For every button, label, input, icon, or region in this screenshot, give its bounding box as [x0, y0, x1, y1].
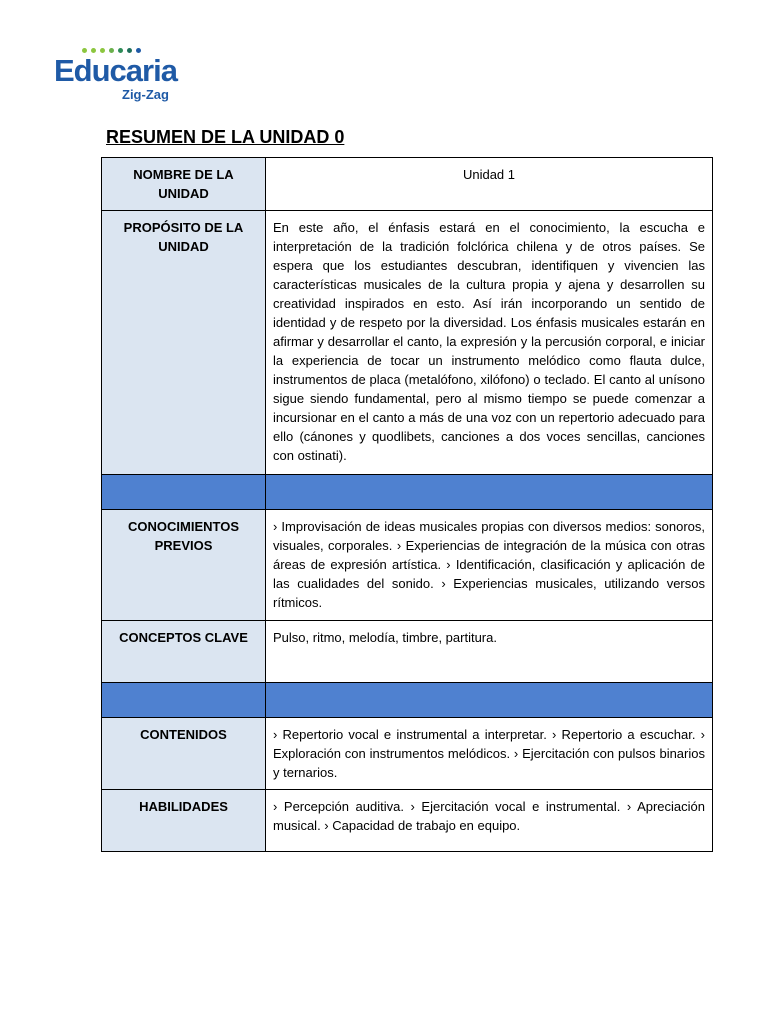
row-separator: [102, 475, 713, 510]
row-label: CONTENIDOS: [102, 718, 266, 790]
row-contenidos: [102, 718, 713, 790]
separator-cell: [102, 683, 266, 718]
row-content: › Improvisación de ideas musicales propias con diversos medios: sonoros, visuales, corporales. › Experiencias de integración de la música con otras áreas de expresión artística. › Identificación, clasificación y aplicación de las cualidades del sonido. › Experiencias musicales, utilizando versos rítmicos.: [266, 510, 713, 621]
row-conceptos: [102, 621, 713, 683]
row-separator: [102, 683, 713, 718]
row-nombre: [102, 158, 713, 211]
separator-cell: [102, 475, 266, 510]
row-label: CONCEPTOS CLAVE: [102, 621, 266, 683]
logo-brand: Educaria: [54, 53, 177, 88]
row-label: NOMBRE DE LA UNIDAD: [102, 158, 266, 211]
separator-cell: [266, 683, 713, 718]
row-habilidades: [102, 790, 713, 852]
separator-cell: [266, 475, 713, 510]
row-content: › Repertorio vocal e instrumental a interpretar. › Repertorio a escuchar. › Exploración con instrumentos melódicos. › Ejercitación con pulsos binarios y ternarios.: [266, 718, 713, 790]
logo-sub: Zig-Zag: [122, 87, 169, 102]
row-label: PROPÓSITO DE LA UNIDAD: [102, 211, 266, 475]
unit-summary-table: [101, 157, 713, 852]
row-label: CONOCIMIENTOS PREVIOS: [102, 510, 266, 621]
row-content: Pulso, ritmo, melodía, timbre, partitura.: [266, 621, 713, 683]
page-title: RESUMEN DE LA UNIDAD 0: [106, 127, 345, 147]
row-content: En este año, el énfasis estará en el conocimiento, la escucha e interpretación de la tradición folclórica chilena y de otros países. Se espera que los estudiantes descubran, identifiquen y vivencien las características musicales de la cultura propia y ajena y desarrollen su creatividad inspirados en esto. Así irán incorporando un sentido de identidad y de respeto por la diversidad. Los énfasis musicales estarán en afirmar y desarrollar el canto, la expresión y la percusión corporal, e iniciar la experiencia de tocar un instrumento melódico como flauta dulce, instrumentos de placa (metalófono, xilófono) o teclado. El canto al unísono sigue siendo fundamental, pero al mismo tiempo se puede comenzar a incursionar en el canto a más de una voz con un repertorio adecuado para ello (cánones y quodlibets, canciones a dos voces sencillas, canciones con ostinati).: [266, 211, 713, 475]
row-proposito: [102, 211, 713, 475]
row-label: HABILIDADES: [102, 790, 266, 852]
row-content: Unidad 1: [266, 158, 713, 211]
row-content: › Percepción auditiva. › Ejercitación vocal e instrumental. › Apreciación musical. › Capacidad de trabajo en equipo.: [266, 790, 713, 852]
row-conocimientos: [102, 510, 713, 621]
educaria-zigzag-logo: [54, 46, 184, 110]
